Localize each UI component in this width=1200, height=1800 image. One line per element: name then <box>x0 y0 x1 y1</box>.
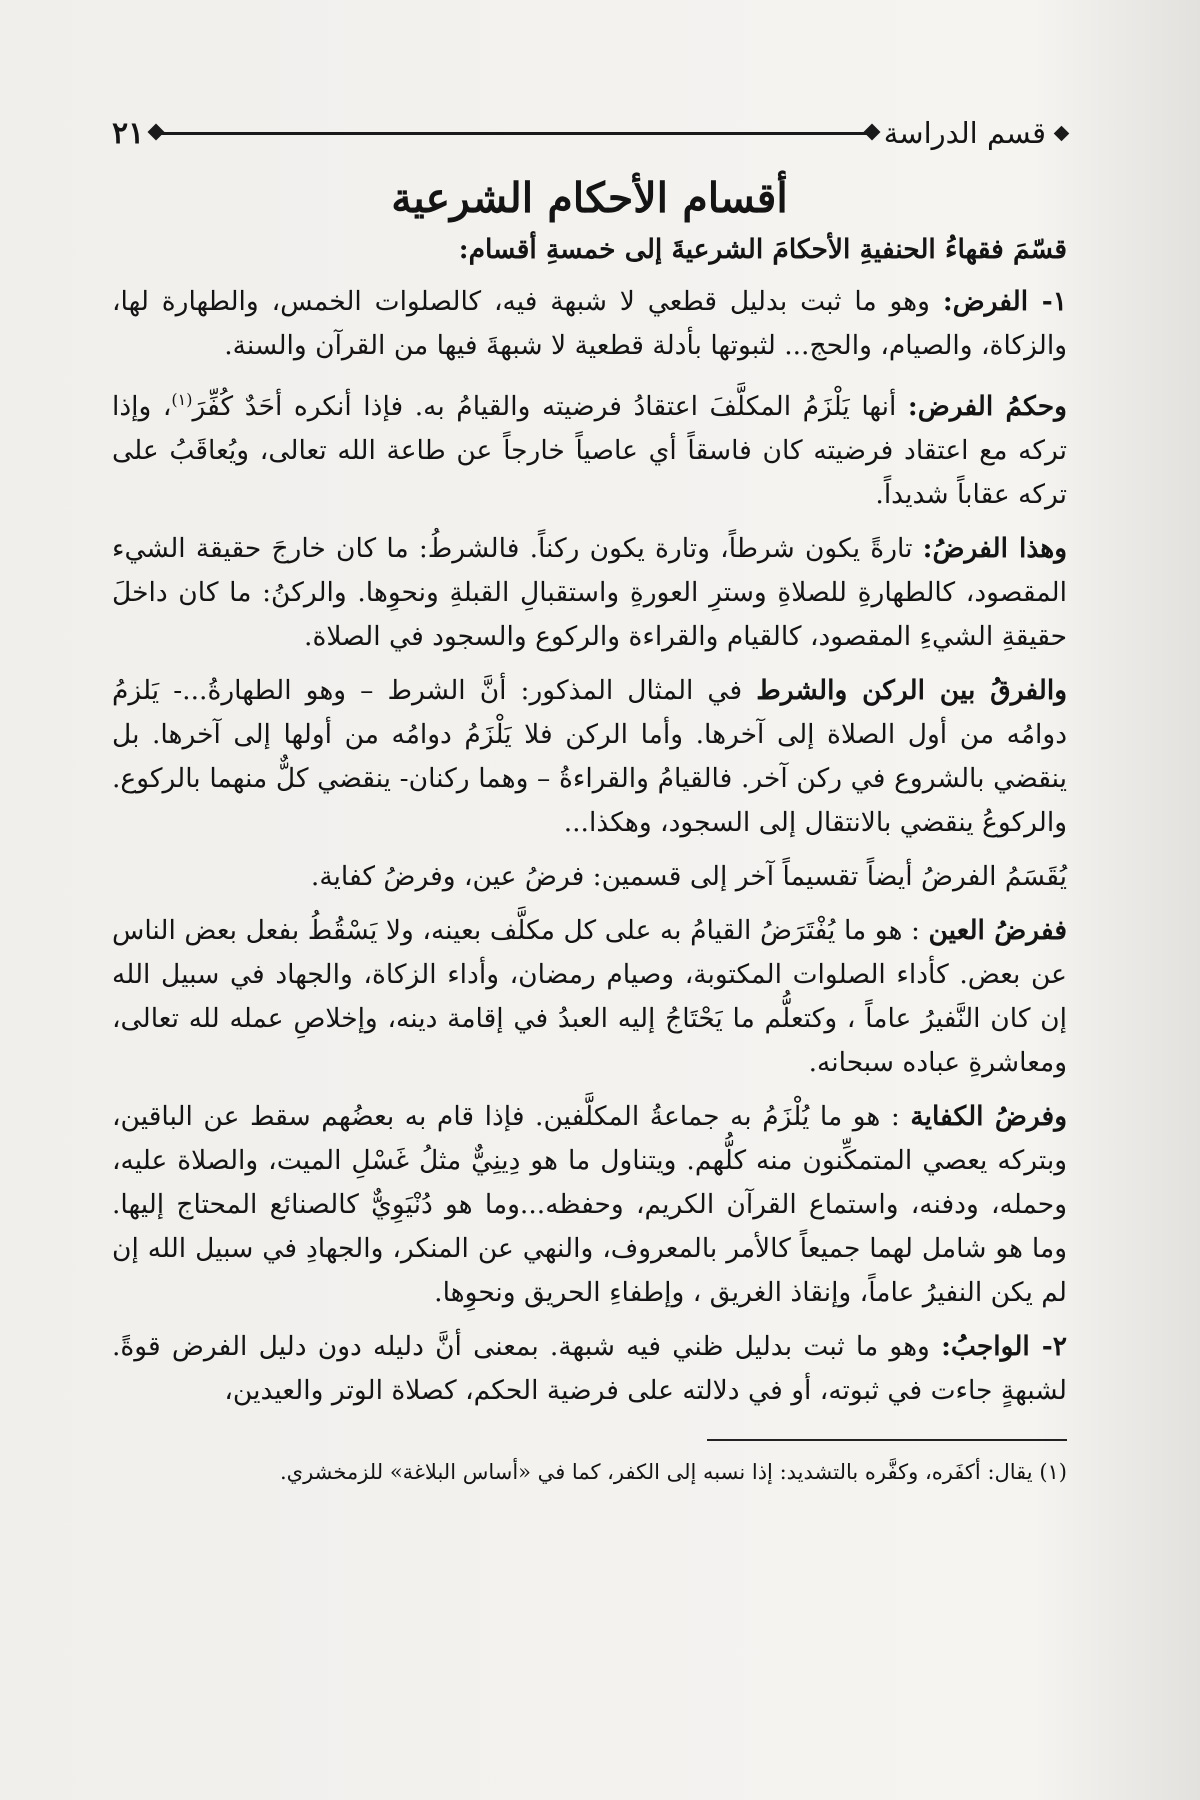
running-header <box>112 110 1067 156</box>
paragraph-text: في المثال المذكور: أنَّ الشرط – وهو الطهارةُ...- يَلزمُ دوامُه من أول الصلاة إلى آخرها. وأما الركن فلا يَلْزَمُ دوامُه من أولها إلى آخرها. بل ينقضي بالشروع في ركن آخر. فالقيامُ والقراءةُ – وهما ركنان- ينقضي كلٌّ منهما بالركوع. والركوعُ ينقضي بالانتقال إلى السجود، وهكذا... <box>112 674 1067 838</box>
term-this-fard: وهذا الفرضُ: <box>922 532 1067 564</box>
diamond-ornament-icon <box>148 123 165 140</box>
term-fard-ain: ففرضُ العين <box>928 914 1067 946</box>
intro-paragraph: قسّمَ فقهاءُ الحنفيةِ الأحكامَ الشرعيةَ إلى خمسةِ أقسام: <box>458 234 1067 265</box>
term-difference: والفرقُ بين الركن والشرط <box>756 674 1067 706</box>
paragraph-text: أنها يَلْزَمُ المكلَّفَ اعتقادُ فرضيته والقيامُ به. فإذا أنكره أحَدٌ كُفِّرَ <box>192 390 908 422</box>
paragraph-fard-kifaya <box>112 1095 1067 1315</box>
paragraph-text: : هو ما يُفْتَرَضُ القيامُ به على كل مكلَّف بعينه، ولا يَسْقُطُ بفعل بعض الناس عن بعض. كأداء الصلوات المكتوبة، وصيام رمضان، وأداء الزكاة، والجهاد في سبيل الله إن كان النَّفيرُ عاماً ، وكتعلُّم ما يَحْتَاجُ إليه العبدُ في إقامة دينه، وإخلاصِ عمله لله تعالى، ومعاشرةِ عباده سبحانه. <box>112 914 1067 1078</box>
footnote: (١) يقال: أكفَره، وكفَّره بالتشديد: إذا نسبه إلى الكفر، كما في «أساس البلاغة» للزمخشري. <box>279 1459 1067 1484</box>
term-fard: ١- الفرض: <box>942 286 1067 317</box>
paragraph-rukn-shart <box>112 669 1067 845</box>
paragraph-fard-ruling <box>112 378 1067 517</box>
term-fard-kifaya: وفرضُ الكفاية <box>910 1100 1067 1132</box>
page-title: أقسام الأحكام الشرعية <box>391 174 788 222</box>
paragraph-fard-ain <box>112 909 1067 1085</box>
paragraph-text: : هو ما يُلْزَمُ به جماعةُ المكلَّفين. فإذا قام به بعضُهم سقط عن الباقين، وبتركه يعصي المتمكِّنون منه كلُّهم. ويتناول ما هو دِينِيٌّ مثلُ غَسْلِ الميت، والصلاة عليه، وحمله، ودفنه، واستماع القرآن الكريم، وحفظه...وما هو دُنْيَوِيٌّ كالصنائع المحتاج إليها. وما هو شامل لهما جميعاً كالأمر بالمعروف، والنهي عن المنكر، والجهادِ في سبيل الله إن لم يكن النفيرُ عاماً، وإنقاذ الغريق ، وإطفاءِ الحريق ونحوِها. <box>112 1100 1067 1308</box>
paragraph-text: وهو ما ثبت بدليل ظني فيه شبهة. بمعنى أنَّ دليله دون دليل الفرض قوةً. لشبهةٍ جاءت في ثبوته، أو في دلالته على فرضية الحكم، كصلاة الوتر والعيدين، <box>112 1330 1067 1406</box>
header-rule <box>158 132 869 135</box>
paragraph-fard-types <box>112 527 1067 659</box>
diamond-ornament-icon <box>863 123 880 140</box>
footnote-separator <box>707 1439 1067 1441</box>
paragraph-text: ، وإذا تركه مع اعتقاد فرضيته كان فاسقاً أي عاصياً خارجاً عن طاعة الله تعالى، ويُعاقَبُ على تركه عقاباً شديداً. <box>112 390 1067 510</box>
paragraph-division: يُقَسَمُ الفرضُ أيضاً تقسيماً آخر إلى قسمين: فرضُ عين، وفرضُ كفاية. <box>310 860 1067 892</box>
paragraph-text: وهو ما ثبت بدليل قطعي لا شبهة فيه، كالصلوات الخمس، والطهارة لها، والزكاة، والصيام، والحج... لثبوتها بأدلة قطعية لا شبهةَ فيها من القرآن والسنة. <box>112 286 1067 361</box>
section-title: قسم الدراسة <box>883 116 1046 150</box>
paragraph-fard <box>112 280 1067 368</box>
book-page <box>112 110 1067 1489</box>
paragraph-wajib <box>112 1325 1067 1413</box>
footnote-reference[interactable]: (١) <box>171 390 193 409</box>
term-wajib: ٢- الواجبُ: <box>941 1330 1068 1362</box>
page-number: ٢١ <box>112 115 145 151</box>
header-ornament <box>1054 125 1070 141</box>
paragraph-text: تارةً يكون شرطاً، وتارة يكون ركناً. فالشرطُ: ما كان خارجَ حقيقة الشيء المقصود، كالطهارةِ للصلاةِ وسترِ العورةِ واستقبالِ القبلةِ ونحوِها. والركنُ: ما كان داخلَ حقيقةِ الشيءِ المقصود، كالقيام والقراءة والركوع والسجود في الصلاة. <box>112 532 1067 652</box>
term-fard-ruling: وحكمُ الفرض: <box>907 390 1067 422</box>
